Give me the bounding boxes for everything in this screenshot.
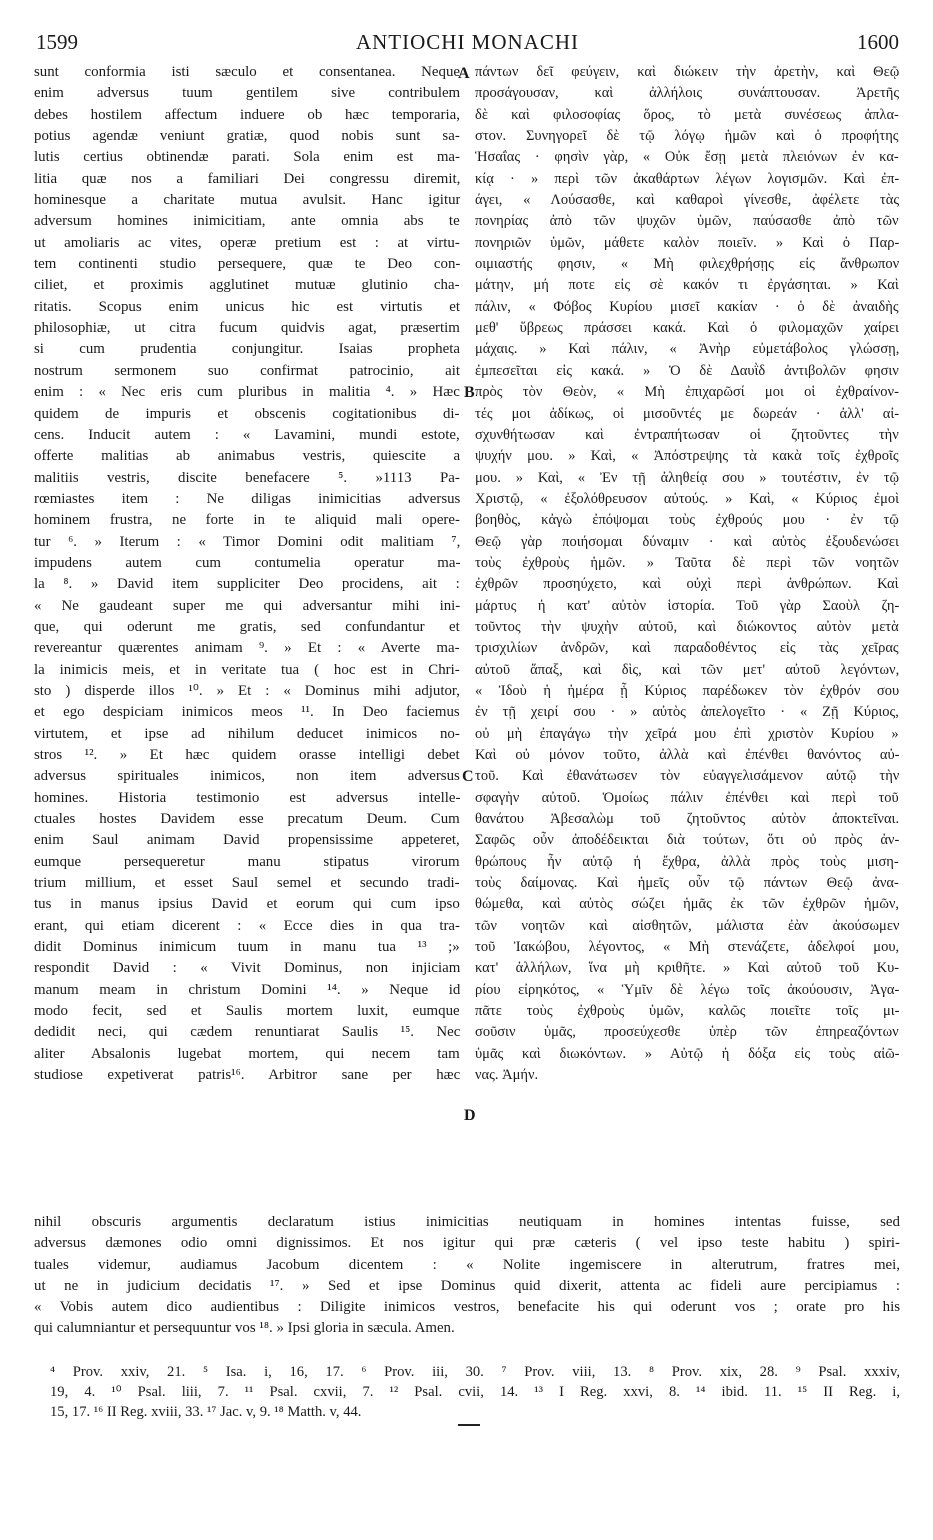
latin-text-line: eumque persequeretur manu stipatus virorum [34,853,460,870]
section-marker-b: B [464,384,475,401]
latin-text-line: nostrum sermonem suo confirmat patrocinio, ait [34,362,460,379]
latin-text-line: hominem frustra, ne forte in te aliquid mali opere- [34,512,460,529]
latin-text-line: adversus dæmones odio omni dignissimos. Et nos igitur qui præ cæteris ( vel ipso teste habitu ) spiri- [34,1235,900,1252]
greek-text-line: θώμεθα, καὶ αὐτὸς σώζει ἡμᾶς ἐκ τῶν ἐχθρῶν ἡμῶν, [475,896,899,913]
section-marker-a: A [458,65,470,82]
greek-text-line: ρίου εἰρηκότος, « Ὑμῖν δὲ λέγω τοῖς ἀκούουσιν, Ἀγα- [475,981,899,998]
latin-text-line: homines. Historia testimonio est adversus intelle- [34,789,460,806]
greek-text-line: πᾶτε τοὺς ἐχθροὺς ὑμῶν, καλῶς ποιεῖτε τοῖς μι- [475,1003,899,1020]
latin-text-line: impudens autem cum contumelia operatur ma- [34,554,460,571]
latin-text-line: tur ⁶. » Iterum : « Timor Domini odit malitiam ⁷, [34,533,460,550]
latin-text-line: ctuales hostes Davidem esse precatum Deum. Cum [34,811,460,828]
greek-text-line: κίᾳ · » περὶ τῶν ἀκαθάρτων λέγων λογισμῶν. Καὶ ἐπ- [475,170,899,187]
latin-text-line: ut ne in judicium decidatis ¹⁷. » Sed et ipse Dominus quid dixerit, attenta ac fideli aure percipiamus : [34,1277,900,1294]
latin-text-line: debes hostilem affectum induere ob hæc temporaria, [34,106,460,123]
latin-text-line: ritatis. Scopus enim unicus hic est virtutis et [34,298,460,315]
greek-text-line: τοῦ Ἰακώβου, λέγοντος, « Μὴ στενάζετε, ἀδελφοί μου, [475,939,899,956]
greek-text-line: ἐν τῇ χειρί σου · » αὐτὸς ἀπελογεῖτο · « Ζῇ Κύριος, [475,704,899,721]
greek-text-line: μάτην, μή ποτε εἰς σὲ κακόν τι ἐργάσηται. » Καὶ [475,277,899,294]
greek-text-line: ἐχθρῶν προσηύχετο, καὶ οὐχὶ περὶ ἀνθρώπων. Καὶ [475,576,899,593]
greek-text-line: κατ' ἀλλήλων, ἵνα μὴ κριθῆτε. » Καὶ αὐτοῦ τοῦ Κυ- [475,960,899,977]
latin-text-line: quidem de impuris et obscenis cogitationibus di- [34,405,460,422]
latin-text-line: potius agendæ veniunt gratiæ, quod nobis sunt sa- [34,128,460,145]
greek-text-line: μάχαις. » Καὶ πάλιν, « Ἀνὴρ εὐμετάβολος γλώσσῃ, [475,341,899,358]
greek-text-line: νας. Ἀμήν. [475,1067,539,1084]
section-marker-d: D [464,1107,476,1124]
latin-text-line: revereantur quærentes animam ⁹. » Et : « Averte ma- [34,640,460,657]
greek-text-line: βοηθὸς, κἀγὼ ἐπόψομαι τοὺς ἐχθρούς μου · ἐν τῷ [475,512,899,529]
latin-text-line: enim Saul animam David propensissime appeteret, [34,832,460,849]
latin-text-line: rœmiastes item : Ne diligas inimicitias adversus [34,490,460,507]
page-number-left: 1599 [36,30,78,54]
greek-text-line: τοῦ. Καὶ ἐθανάτωσεν τὸν εὐαγγελισάμενον αὐτῷ τὴν [475,768,899,785]
footnote-line: 15, 17. ¹⁶ II Reg. xviii, 33. ¹⁷ Jac. v, 9. ¹⁸ Matth. v, 44. [50,1404,362,1420]
footnote-line: 19, 4. ¹⁰ Psal. liii, 7. ¹¹ Psal. cxvii, 7. ¹² Psal. cvii, 14. ¹³ I Reg. xxvi, 8. ¹⁴ ibid. 11. ¹⁵ II Reg. i, [50,1384,900,1400]
greek-text-line: τοὺς ἐχθροὺς ἡμῶν. » Ταῦτα δὲ περὶ τῶν νοητῶν [475,554,899,571]
latin-text-line: la inimicis meis, et in veritate tua ( hoc est in Chri- [34,661,460,678]
latin-text-line: que, qui oderunt me gratis, sed confundantur et [34,618,460,635]
footnote-line: ⁴ Prov. xxiv, 21. ⁵ Isa. i, 16, 17. ⁶ Prov. iii, 30. ⁷ Prov. viii, 13. ⁸ Prov. xix, 28. ⁹ Psal. xxxiv, [50,1364,900,1380]
latin-text-line: la ⁸. » David item suppliciter Deo procidens, ait : [34,576,460,593]
greek-column [475,62,899,1087]
latin-text-line: sto ) disperde illos ¹⁰. » Et : « Dominus mihi adjutor, [34,682,460,699]
section-marker-c: C [462,768,474,785]
greek-text-line: στον. Συνηγορεῖ δὲ τῷ λόγῳ ἡμῶν καὶ ὁ προφήτης [475,128,899,145]
greek-text-line: μου. » Καὶ, « Ἐν τῇ ἀληθείᾳ σου » τουτέστιν, ἐν τῷ [475,469,899,486]
latin-text-line: litia quæ nos a familiari Dei congressu diremit, [34,170,460,187]
latin-text-line: didit Dominus inimicum tuum in manu tua ¹³ ;» [34,939,460,956]
greek-text-line: σφαγὴν αὐτοῦ. Ὁμοίως πάλιν ἐπένθει καὶ περὶ τοῦ [475,789,899,806]
greek-text-line: θανάτου Ἀβεσαλὼμ τοῦ ζητοῦντος αὐτὸν ἀποκτεῖναι. [475,811,899,828]
greek-text-line: αὐτοῦ ἅπαξ, καὶ δὶς, καὶ τῶν μετ' αὐτοῦ λεγόντων, [475,661,899,678]
greek-text-line: μεθ' ὕβρεως πράσσει κακά. Καὶ ὁ φιλομαχῶν χαίρει [475,320,899,337]
latin-text-line: aliter Absalonis lugebat mortem, qui necem tam [34,1045,460,1062]
greek-text-line: προσάγουσαν, καὶ ἀλλήλοις συνάπτουσαν. Ἀρετῆς [475,85,899,102]
running-header [36,30,899,56]
greek-text-line: Χριστῷ, « ἐξολόθρευσον αὐτούς. » Καὶ, « Κύριος ἐμοὶ [475,490,899,507]
greek-text-line: τοὺς δαίμονας. Καὶ ἡμεῖς οὖν τῷ πάντων Θεῷ ἀνα- [475,875,899,892]
greek-text-line: πάντων δεῖ φεύγειν, καὶ διώκειν τὴν ἀρετὴν, καὶ Θεῷ [475,64,899,80]
greek-text-line: άγει, « Λούσασθε, καὶ καθαροὶ γίνεσθε, ἀφέλετε τὰς [475,192,899,209]
latin-text-line: ciliet, et proximis agglutinet mutuæ glutinio cha- [34,277,460,294]
end-rule [458,1424,480,1426]
greek-text-line: σοῦσιν ὑμᾶς, προσεύχεσθε ὑπὲρ τῶν ἐπηρεαζόντων [475,1024,899,1041]
latin-text-line: enim : « Nec eris cum pluribus in malitia ⁴. » Hæc [34,384,460,401]
latin-text-line: tus in manus ipsius David et eorum qui cum ipso [34,896,460,913]
latin-text-line: modo fecit, sed et Saulis mortem luxit, eumque [34,1003,460,1020]
latin-text-line: offerte malitias ab animabus vestris, quiescite a [34,448,460,465]
greek-text-line: Ἡσαΐας · φησὶν γὰρ, « Οὐκ ἔσῃ μετὰ πλειόνων ἐν κα- [475,149,899,166]
greek-text-line: « Ἰδοὺ ἡ ἡμέρα ᾗ Κύριος παρέδωκεν τὸν ἐχθρόν σου [475,682,899,699]
greek-text-line: σχυνθήτωσαν καὶ ἐντραπήτωσαν οἱ ζητοῦντες τὴν [475,426,899,443]
greek-text-line: τές μοι ἀδίκως, οἱ μισοῦντές με δωρεάν · ἀλλ' αἰ- [475,405,899,422]
latin-text-line: si cum prudentia conjungitur. Isaias propheta [34,341,460,358]
greek-text-line: πρὸς τὸν Θεὸν, « Μὴ ἐπιχαρῶσί μοι οἱ ἐχθραίνον- [475,384,899,401]
latin-text-line: adversum homines inimicitiam, ante omnia abs te [34,213,460,230]
running-title: ANTIOCHI MONACHI [355,30,580,54]
latin-text-line: manum meam in christum Domini ¹⁴. » Neque id [34,981,460,998]
latin-text-line: « Vobis autem dico audientibus : Diligite inimicos vestros, benefacite his qui oderunt vos ; orate pro his [34,1299,900,1316]
greek-text-line: τοῦντος τὴν ψυχὴν αὐτοῦ, καὶ διώκοντος αὐτὸν μετὰ [475,618,899,635]
latin-text-line: erant, qui etiam dicerent : « Ecce dies in qua tra- [34,917,460,934]
latin-column [34,62,460,1087]
greek-text-line: οὐ μὴ ἐπαγάγω τὴν χεῖρά μου ἐπὶ χριστὸν Κυρίου » [475,725,899,742]
latin-text-line: « Ne gaudeant super me qui adversantur mihi ini- [34,597,460,614]
latin-text-line: adversus spirituales inimicos, non item adversus [34,768,460,785]
latin-text-line: cens. Inducit autem : « Lavamini, mundi estote, [34,426,460,443]
latin-text-line: trium millium, et esset Saul semel et secundo tradi- [34,875,460,892]
latin-text-line: malitiis vestris, discite benefacere ⁵. »1113 Pa- [34,469,460,486]
latin-text-line: tem continenti studio persequere, quæ te Deo con- [34,256,460,273]
latin-text-line: lutis certius obtinendæ parati. Sola enim est ma- [34,149,460,166]
latin-text-line: respondit David : « Vivit Dominus, non injiciam [34,960,460,977]
latin-text-line: philosophiæ, ut citra fucum quidvis agat, præsertim [34,320,460,337]
greek-text-line: Θεῷ γὰρ ποιήσομαι δύναμιν · καὶ αὐτὸς ἐξουδενώσει [475,533,899,550]
greek-text-line: ἐμπεσεῖται εἰς κακά. » Ὁ δὲ Δαυῒδ ἀντιβολῶν φησιν [475,362,899,379]
greek-text-line: δὲ καὶ φιλοσοφίας ὅρος, τὸ μετὰ συνέσεως ἀπλα- [475,106,899,123]
latin-text-line: studiose expetiverat patris¹⁶. Arbitror sane per hæc [34,1067,460,1084]
greek-text-line: θρώπους ἦν αὐτῷ ἡ ἔχθρα, ἀλλὰ πρὸς τοὺς μιση- [475,853,899,870]
latin-text-line: qui calumniantur et persequuntur vos ¹⁸. » Ipsi gloria in sæcula. Amen. [34,1320,455,1337]
greek-text-line: τρισχιλίων ἀνδρῶν, καὶ παραδοθέντος εἰς τὰς χεῖρας [475,640,899,657]
greek-text-line: Καὶ οὐ μόνον τοῦτο, ἀλλὰ καὶ ἐπένθει θανόντος αὐ- [475,747,899,763]
greek-text-line: πάλιν, « Φόβος Κυρίου μισεῖ κακίαν · ὁ δὲ ἀναιδὴς [475,298,899,315]
page-number-right: 1600 [857,30,899,54]
latin-full-width-paragraph [34,1212,900,1340]
latin-text-line: tuales videmur, audiamus Jacobum dicentem : « Nolite ingemiscere in alterutrum, fratres mei, [34,1256,900,1273]
latin-text-line: enim adversus tuum gentilem sive contribulem [34,85,460,102]
greek-text-line: τῶν νοητῶν καὶ αἰσθητῶν, μάλιστα ἐὰν ἀκούσωμεν [475,917,899,934]
greek-text-line: ψυχήν μου. » Καὶ, « Ἀπόστρεψης τὰ κακὰ τοῖς ἐχθροῖς [475,448,899,465]
greek-text-line: πονηρίας ἀπὸ τῶν ψυχῶν ὑμῶν, παύσασθε ἀπὸ τῶν [475,213,899,230]
latin-text-line: virtutem, et ipse ad nihilum deducet inimicos no- [34,725,460,742]
greek-text-line: πονηριῶν ὑμῶν, μάθετε καλὸν ποιεῖν. » Καὶ ὁ Παρ- [475,234,899,251]
latin-text-line: ut amoliaris ac vites, operæ pretium est : at virtu- [34,234,460,251]
latin-text-line: nihil obscuris argumentis declaratum istius inimicitias neutiquam in homines intentas fuisse, sed [34,1214,900,1230]
greek-text-line: οιμιαστής φησιν, « Μὴ φιλεχθρήσῃς εἰς ἄνθρωπον [475,256,899,273]
latin-text-line: hominesque a charitate mutua avulsit. Hanc igitur [34,192,460,209]
latin-text-line: stros ¹². » Et hæc quidem orasse intelligi debet [34,747,460,763]
greek-text-line: ὑμᾶς καὶ διωκόντων. » Αὐτῷ ἡ δόξα εἰς τοὺς αἰῶ- [475,1045,899,1062]
footnotes [50,1362,900,1422]
latin-text-line: sunt conformia isti sæculo et consentanea. Neque [34,64,460,80]
latin-text-line: dedidit neci, qui cædem renuntiarat Saulis ¹⁵. Nec [34,1024,460,1041]
greek-text-line: μάρτυς ἡ κατ' αὐτὸν ἱστορία. Τοῦ γὰρ Σαοὺλ ζη- [475,597,899,614]
greek-text-line: Σαφῶς οὖν ἀποδέδεικται διὰ τούτων, ὅτι οὐ πρὸς ἀν- [475,832,899,849]
latin-text-line: et ego despiciam inimicos meos ¹¹. In Deo faciemus [34,704,460,721]
